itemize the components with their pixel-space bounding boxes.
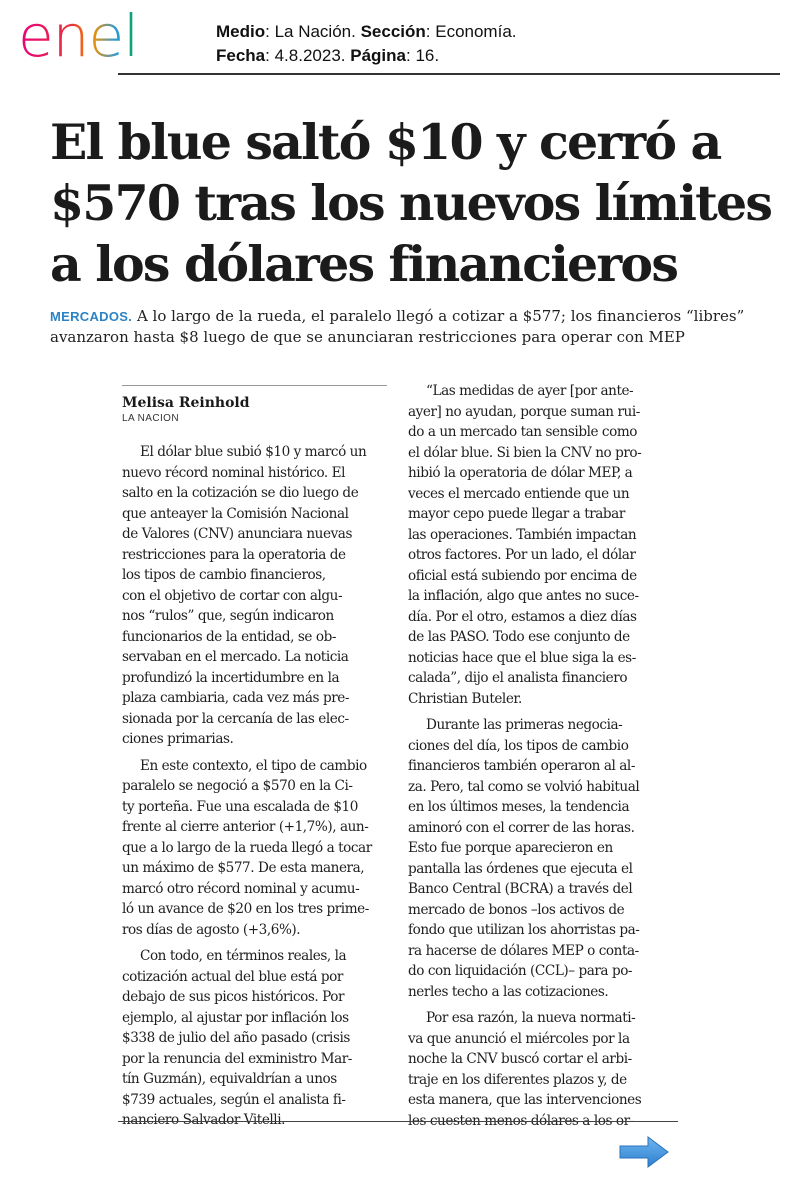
text-line: día. Por el otro, estamos a diez días (408, 608, 637, 625)
text-line: la inflación, algo que antes no suce- (408, 588, 639, 604)
text-line: frente al cierre anterior (+1,7%), aun- (122, 819, 369, 835)
header-divider (118, 73, 780, 75)
byline (122, 395, 250, 424)
text-line: ros días de agosto (+3,6%). (122, 921, 301, 938)
deck-line: avanzaron hasta $8 luego de que se anunciaran restricciones para operar con MEP (50, 328, 685, 346)
text-line: cotización actual del blue está por (122, 968, 343, 985)
text-line: por la renuncia del exministro Mar- (122, 1050, 352, 1067)
text-line: ejemplo, al ajustar por inflación los (122, 1009, 349, 1026)
text-line: nos “rulos” que, según indicaron (122, 608, 334, 624)
text-line: pantalla las órdenes que ejecuta el (408, 860, 633, 877)
text-line: fondo que utilizan los ahorristas pa- (408, 922, 640, 938)
text-line: que a lo largo de la rueda llegó a tocar (122, 839, 372, 856)
text-line: calada”, dijo el analista financiero (408, 670, 628, 686)
text-line: ciones del día, los tipos de cambio (408, 737, 629, 754)
text-line: que anteayer la Comisión Nacional (122, 505, 349, 522)
text-line: do con liquidación (CCL)– para po- (408, 963, 633, 979)
text-line: traje en los diferentes plazos y, de (408, 1071, 627, 1088)
text-line: nerles techo a las cotizaciones. (408, 983, 609, 1000)
headline-line: a los dólares financieros (50, 235, 678, 293)
text-line: Banco Central (BCRA) a través del (408, 881, 633, 897)
section-kicker: MERCADOS. (50, 309, 133, 324)
text-line: les cuesten menos dólares a los or- (408, 1112, 634, 1129)
text-line: “Las medidas de ayer [por ante- (426, 383, 634, 399)
text-line: tín Guzmán), equivaldrían a unos (122, 1071, 337, 1087)
pagina-value: 16. (415, 46, 440, 65)
author-name: Melisa Reinhold (122, 395, 250, 411)
text-line: un máximo de $577. De esta manera, (122, 860, 365, 876)
text-line: ayer] no ayudan, porque suman rui- (408, 403, 640, 420)
right-arrow-icon[interactable] (618, 1135, 670, 1169)
text-line: oficial está subiendo por encima de (408, 567, 637, 584)
outlet-name: LA NACION (122, 413, 179, 424)
medio-label: Medio (216, 22, 266, 41)
text-line: los tipos de cambio financieros, (122, 567, 326, 583)
text-line: El dólar blue subió $10 y marcó un (140, 444, 367, 460)
text-line: ló un avance de $20 en los tres prime- (122, 901, 369, 917)
text-line: Por esa razón, la nueva normati- (426, 1010, 636, 1026)
paragraph (408, 715, 678, 1002)
text-line: ra hacerse de dólares MEP o conta- (408, 942, 639, 959)
text-line: za. Pero, tal como se volvió habitual (408, 778, 640, 795)
text-line: do a un mercado tan sensible como (408, 424, 638, 440)
paragraph (122, 946, 392, 1131)
paragraph (122, 442, 392, 750)
headline-line: El blue saltó $10 y cerró a (50, 113, 721, 171)
text-line: ciones primarias. (122, 731, 234, 747)
text-line: con el objetivo de cortar con algu- (122, 587, 343, 604)
headline-line: $570 tras los nuevos límites (50, 174, 772, 232)
text-line: noticias hace que el blue siga la es- (408, 649, 636, 666)
text-line: hibió la operatoria de dólar MEP, a (408, 465, 633, 481)
seccion-label: Sección (360, 22, 426, 41)
publication-meta: Medio: La Nación. Sección: Economía. Fecha: 4.8.2023. Página: 16. (216, 22, 517, 65)
svg-text:enel: enel (18, 8, 139, 68)
text-line: mercado de bonos –los activos de (408, 901, 625, 918)
text-line: funcionarios de la entidad, se ob- (122, 628, 336, 645)
page-header (0, 0, 800, 80)
article-deck (50, 306, 760, 347)
text-line: marcó otro récord nominal y acumu- (122, 880, 360, 897)
text-line: de Valores (CNV) anunciara nuevas (122, 526, 352, 542)
text-line: esta manera, que las intervenciones (408, 1092, 642, 1108)
text-line: En este contexto, el tipo de cambio (140, 757, 367, 774)
enel-logo (18, 8, 183, 68)
text-line: Con todo, en términos reales, la (140, 948, 347, 964)
text-line: ty porteña. Fue una escalada de $10 (122, 798, 358, 815)
seccion-value: Economía. (435, 22, 517, 41)
deck-line: A lo largo de la rueda, el paralelo llegó a cotizar a $577; los financieros “libres” (136, 307, 745, 325)
fecha-value: 4.8.2023. (274, 46, 346, 65)
text-line: va que anunció el miércoles por la (408, 1030, 630, 1047)
text-line: profundizó la incertidumbre en la (122, 669, 340, 686)
text-line: las operaciones. También impactan (408, 526, 637, 543)
text-line: plaza cambiaria, cada vez más pre- (122, 690, 349, 706)
paragraph (122, 756, 392, 941)
text-line: el dólar blue. Si bien la CNV no pro- (408, 444, 642, 461)
text-line: $338 de julio del año pasado (crisis (122, 1030, 350, 1046)
text-line: Christian Buteler. (408, 690, 522, 707)
article-headline (50, 112, 770, 295)
fecha-label: Fecha (216, 46, 266, 65)
text-line: veces el mercado entiende que un (408, 485, 630, 502)
text-line: otros factores. Por un lado, el dólar (408, 547, 636, 563)
text-line: en los últimos meses, la tendencia (408, 799, 630, 815)
paragraph (408, 381, 678, 709)
paragraph (408, 1008, 678, 1131)
text-line: sionada por la cercanía de las elec- (122, 710, 349, 727)
text-line: $739 actuales, según el analista fi- (122, 1091, 346, 1108)
medio-value: La Nación. (274, 22, 356, 41)
text-line: debajo de sus picos históricos. Por (122, 989, 345, 1005)
byline-divider (122, 385, 387, 386)
text-line: servaban en el mercado. La noticia (122, 649, 349, 665)
footer-divider (118, 1121, 678, 1122)
text-line: financieros también operaron al al- (408, 758, 635, 774)
article-column-2 (408, 381, 678, 1131)
pagina-label: Página (350, 46, 406, 65)
text-line: nuevo récord nominal histórico. El (122, 464, 346, 481)
text-line: Durante las primeras negocia- (426, 717, 623, 733)
text-line: de las PASO. Todo ese conjunto de (408, 629, 630, 645)
text-line: Esto fue porque aparecieron en (408, 840, 613, 856)
article-column-1 (122, 442, 392, 1131)
text-line: mayor cepo puede llegar a trabar (408, 506, 625, 522)
text-line: nanciero Salvador Vitelli. (122, 1112, 285, 1128)
text-line: noche la CNV buscó cortar el arbi- (408, 1051, 632, 1067)
text-line: paralelo se negoció a $570 en la Ci- (122, 778, 353, 794)
text-line: aminoró con el correr de las horas. (408, 819, 635, 836)
text-line: salto en la cotización se dio luego de (122, 485, 359, 501)
text-line: restricciones para la operatoria de (122, 546, 346, 563)
